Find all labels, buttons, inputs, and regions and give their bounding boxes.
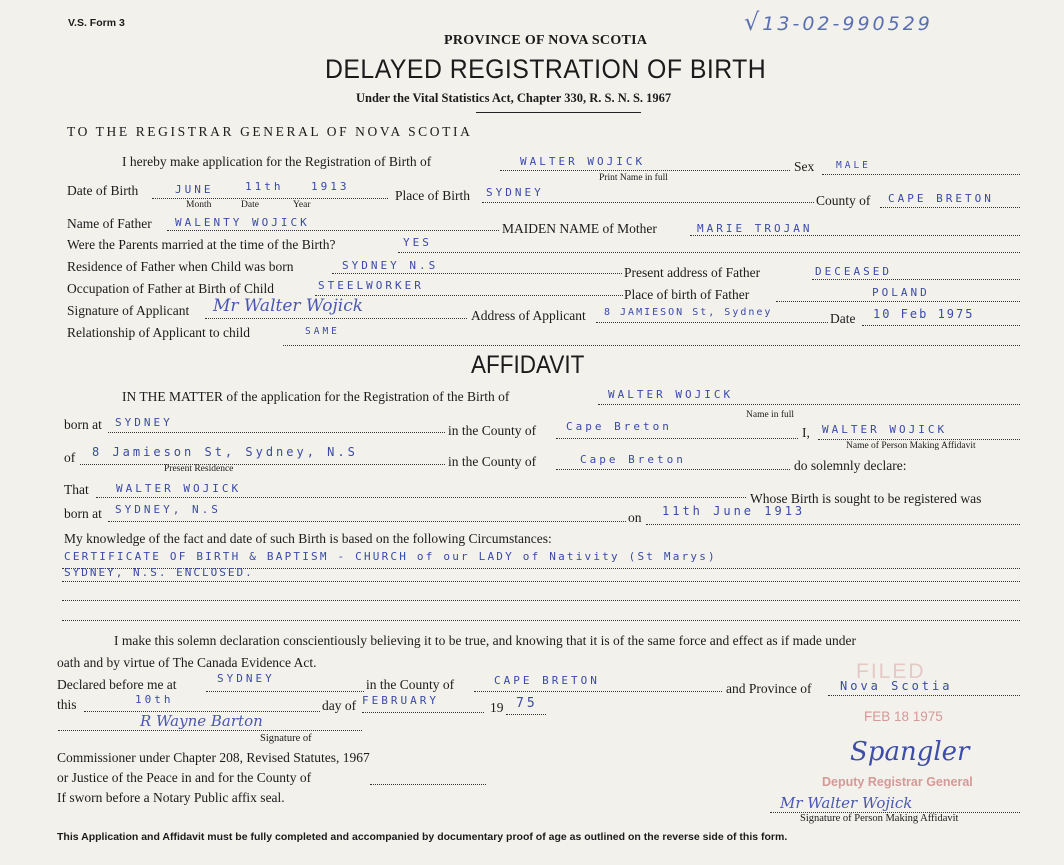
i-label: I, — [802, 425, 810, 440]
applicant-address-field[interactable]: 8 JAMIESON St, Sydney — [604, 307, 773, 318]
declared-county-field[interactable]: CAPE BRETON — [494, 674, 600, 687]
footer-note: This Application and Affidavit must be fully completed and accompanied by documentary proof of age as outlined on the reverse side of this form. — [57, 831, 788, 843]
day-field[interactable]: 10th — [135, 693, 174, 706]
born-county-field[interactable]: Cape Breton — [566, 420, 672, 433]
place-of-birth-label: Place of Birth — [395, 188, 470, 203]
county-field[interactable]: CAPE BRETON — [888, 192, 994, 205]
born-at-field[interactable]: SYDNEY — [115, 416, 173, 429]
residence-county-field[interactable]: Cape Breton — [580, 453, 686, 466]
affidavit-matter-name[interactable]: WALTER WOJICK — [608, 388, 734, 401]
notary-line: If sworn before a Notary Public affix seal. — [57, 790, 285, 805]
deponent-caption: Name of Person Making Affidavit — [846, 441, 976, 451]
form-title: DELAYED REGISTRATION OF BIRTH — [325, 54, 767, 84]
year-prefix: 19 — [490, 700, 504, 715]
province-heading: PROVINCE OF NOVA SCOTIA — [444, 33, 648, 48]
filed-stamp: FILED — [856, 660, 926, 683]
county-label: County of — [816, 193, 871, 208]
affidavit-title: AFFIDAVIT — [471, 351, 585, 379]
circumstance-line-2[interactable]: SYDNEY, N.S. ENCLOSED. — [64, 566, 254, 579]
dob-day-field[interactable]: 11th — [245, 180, 284, 193]
father-birthplace-field[interactable]: POLAND — [872, 286, 930, 299]
declared-place-field[interactable]: SYDNEY — [217, 672, 275, 685]
dob-label: Date of Birth — [67, 183, 139, 198]
born-at-label-2: born at — [64, 506, 102, 521]
deponent-signature[interactable]: Mr Walter Wojick — [780, 794, 913, 812]
father-name-field[interactable]: WALENTY WOJICK — [175, 216, 310, 229]
applicant-signature-label: Signature of Applicant — [67, 303, 190, 318]
date-caption: Date — [241, 200, 259, 210]
declared-county-label: in the County of — [366, 677, 455, 692]
circumstance-line-1[interactable]: CERTIFICATE OF BIRTH & BAPTISM - CHURCH of our LADY of Nativity (St Marys) — [64, 550, 717, 563]
signature-of-caption: Signature of — [260, 733, 312, 744]
present-residence-caption: Present Residence — [164, 464, 234, 474]
month-caption: Month — [186, 200, 212, 210]
born-at-field-2[interactable]: SYDNEY, N.S — [115, 503, 221, 516]
day-of-label: day of — [322, 698, 357, 713]
married-label: Were the Parents married at the time of the Birth? — [67, 237, 336, 252]
present-address-label: Present address of Father — [624, 265, 761, 280]
father-birthplace-label: Place of birth of Father — [624, 287, 750, 302]
year-field[interactable]: 75 — [516, 696, 538, 711]
applicant-address-label: Address of Applicant — [471, 308, 586, 323]
solemn-declaration-line-2: oath and by virtue of The Canada Evidence Act. — [57, 655, 317, 670]
place-of-birth-field[interactable]: SYDNEY — [486, 186, 544, 199]
deponent-name-field[interactable]: WALTER WOJICK — [822, 423, 948, 436]
residence-field[interactable]: SYDNEY N.S — [342, 259, 439, 272]
present-address-field[interactable]: DECEASED — [815, 265, 892, 278]
relationship-label: Relationship of Applicant to child — [67, 325, 250, 340]
sex-label: Sex — [794, 159, 815, 174]
applicant-signature[interactable]: Mr Walter Wojick — [213, 296, 364, 316]
declare-text: do solemnly declare: — [794, 458, 907, 473]
addressee: TO THE REGISTRAR GENERAL OF NOVA SCOTIA — [67, 124, 473, 139]
dob-year-field[interactable]: 1913 — [311, 180, 350, 193]
in-county-label: in the County of — [448, 423, 537, 438]
province-label: and Province of — [726, 681, 812, 696]
residence-field[interactable]: 8 Jamieson St, Sydney, N.S — [92, 445, 358, 459]
in-county-label-2: in the County of — [448, 454, 537, 469]
that-field[interactable]: WALTER WOJICK — [116, 482, 242, 495]
child-name-field[interactable]: WALTER WOJICK — [520, 155, 646, 168]
father-name-label: Name of Father — [67, 216, 152, 231]
affidavit-matter-text: IN THE MATTER of the application for the Registration of the Birth of — [122, 389, 510, 404]
deponent-signature-caption: Signature of Person Making Affidavit — [800, 813, 959, 824]
print-name-caption: Print Name in full — [599, 173, 668, 183]
applicant-date-label: Date — [830, 311, 856, 326]
applicant-date-field[interactable]: 10 Feb 1975 — [873, 307, 975, 321]
form-number: V.S. Form 3 — [68, 17, 125, 29]
on-label: on — [628, 510, 642, 525]
province-field[interactable]: Nova Scotia — [840, 679, 953, 693]
solemn-declaration-line-1: I make this solemn declaration conscientiously believing it to be true, and knowing that it is of the same force and effect as if made under — [114, 633, 857, 648]
mother-name-field[interactable]: MARIE TROJAN — [697, 222, 813, 235]
month-field[interactable]: FEBRUARY — [362, 694, 439, 707]
mother-name-label: MAIDEN NAME of Mother — [502, 221, 657, 236]
whose-text: Whose Birth is sought to be registered was — [750, 491, 982, 506]
file-number: √13-02-990529 — [744, 8, 933, 36]
name-in-full-caption: Name in full — [746, 410, 795, 420]
occupation-field[interactable]: STEELWORKER — [318, 279, 424, 292]
declared-before-label: Declared before me at — [57, 677, 177, 692]
this-label: this — [57, 697, 77, 712]
born-at-label: born at — [64, 417, 102, 432]
title-underline — [476, 112, 641, 113]
that-label: That — [64, 482, 89, 497]
commissioner-signature[interactable]: R Wayne Barton — [140, 712, 263, 730]
sex-field[interactable]: MALE — [836, 160, 871, 171]
form-subtitle: Under the Vital Statistics Act, Chapter 330, R. S. N. S. 1967 — [356, 91, 672, 105]
occupation-label: Occupation of Father at Birth of Child — [67, 281, 274, 296]
relationship-field[interactable]: SAME — [305, 326, 340, 337]
commissioner-line: Commissioner under Chapter 208, Revised Statutes, 1967 — [57, 750, 370, 765]
deputy-registrar-stamp: Deputy Registrar General — [822, 775, 973, 789]
of-label: of — [64, 450, 76, 465]
on-date-field[interactable]: 11th June 1913 — [662, 504, 806, 518]
justice-line: or Justice of the Peace in and for the County of — [57, 770, 312, 785]
knowledge-text: My knowledge of the fact and date of such Birth is based on the following Circumstances: — [64, 531, 552, 546]
year-caption: Year — [293, 200, 311, 210]
registrar-signature: Spangler — [850, 737, 970, 767]
application-intro: I hereby make application for the Registration of Birth of — [122, 154, 432, 169]
dob-month-field[interactable]: JUNE — [175, 183, 214, 196]
filed-date-stamp: FEB 18 1975 — [864, 709, 943, 724]
married-field[interactable]: YES — [403, 236, 432, 249]
residence-label: Residence of Father when Child was born — [67, 259, 294, 274]
